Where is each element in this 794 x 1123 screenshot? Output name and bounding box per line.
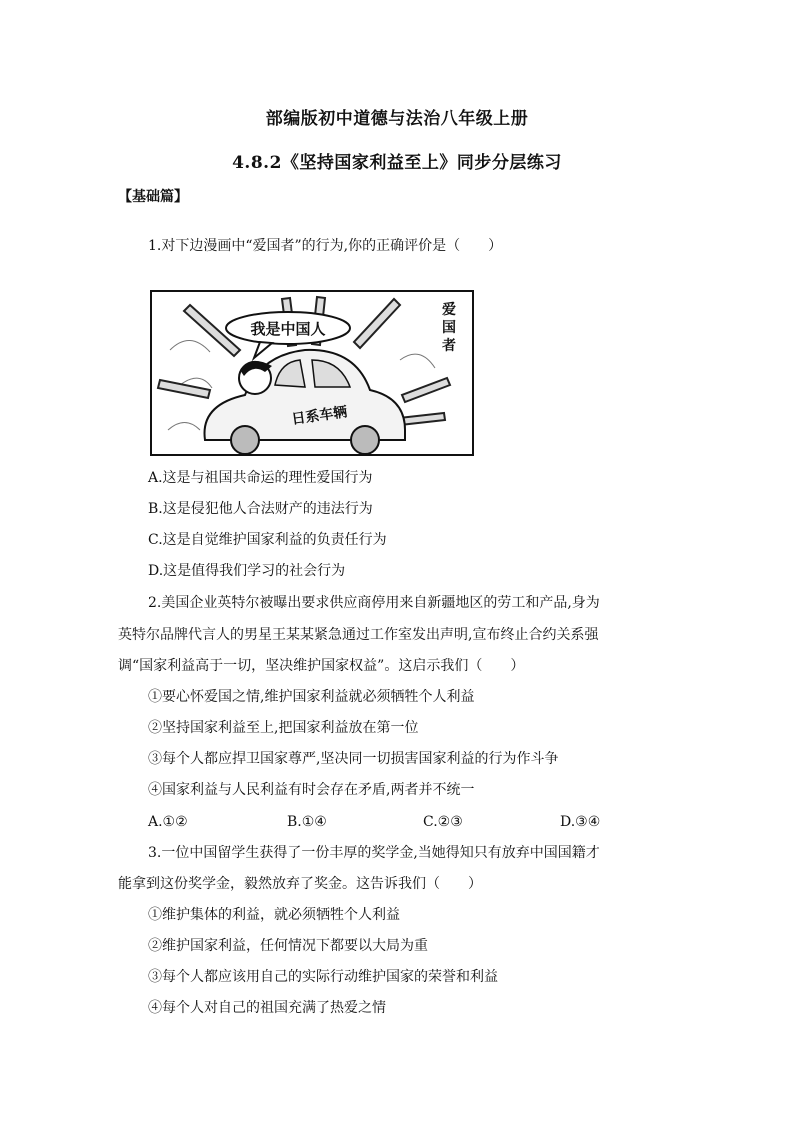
q2-option-c: C.②③ [423,814,463,830]
document-title: 部编版初中道德与法治八年级上册 [265,109,529,129]
cartoon-image [150,290,474,456]
q3-item-4: ④每个人对自己的祖国充满了热爱之情 [148,1000,386,1016]
q3-item-2: ②维护国家利益，任何情况下都要以大局为重 [148,938,428,954]
section-heading: 【基础篇】 [118,189,188,205]
q2-stem-line-1: 2.美国企业英特尔被曝出要求供应商停用来自新疆地区的劳工和产品,身为 [148,595,600,611]
q2-item-2: ②坚持国家利益至上,把国家利益放在第一位 [148,720,419,736]
cartoon-car-label: 日系车辆 [290,404,349,428]
q1-option-d: D.这是值得我们学习的社会行为 [148,563,346,579]
document-subtitle: 4.8.2《坚持国家利益至上》同步分层练习 [232,153,562,173]
q1-stem: 1.对下边漫画中“爱国者”的行为,你的正确评价是（ ） [148,238,503,254]
q2-item-1: ①要心怀爱国之情,维护国家利益就必须牺牲个人利益 [148,689,475,705]
q1-option-a: A.这是与祖国共命运的理性爱国行为 [148,470,373,486]
cartoon-speech-text: 我是中国人 [250,320,326,338]
q2-option-b: B.①④ [287,814,327,830]
q3-item-1: ①维护集体的利益，就必须牺牲个人利益 [148,907,400,923]
q2-option-d: D.③④ [560,814,601,830]
q2-stem-line-3: 调“国家利益高于一切，坚决维护国家权益”。这启示我们（ ） [118,658,525,674]
q2-option-a: A.①② [148,814,188,830]
q1-option-c: C.这是自觉维护国家利益的负责任行为 [148,532,387,548]
q3-item-3: ③每个人都应该用自己的实际行动维护国家的荣誉和利益 [148,969,498,985]
q1-option-b: B.这是侵犯他人合法财产的违法行为 [148,501,373,517]
q3-stem-line-2: 能拿到这份奖学金，毅然放弃了奖金。这告诉我们（ ） [118,876,482,892]
q2-stem-line-2: 英特尔品牌代言人的男星王某某紧急通过工作室发出声明,宣布终止合约关系强 [118,627,599,643]
cartoon-side-label: 爱国者 [442,302,456,354]
q2-item-4: ④国家利益与人民利益有时会存在矛盾,两者并不统一 [148,782,475,798]
q2-item-3: ③每个人都应捍卫国家尊严,坚决同一切损害国家利益的行为作斗争 [148,751,559,767]
q3-stem-line-1: 3.一位中国留学生获得了一份丰厚的奖学金,当她得知只有放弃中国国籍才 [148,845,600,861]
